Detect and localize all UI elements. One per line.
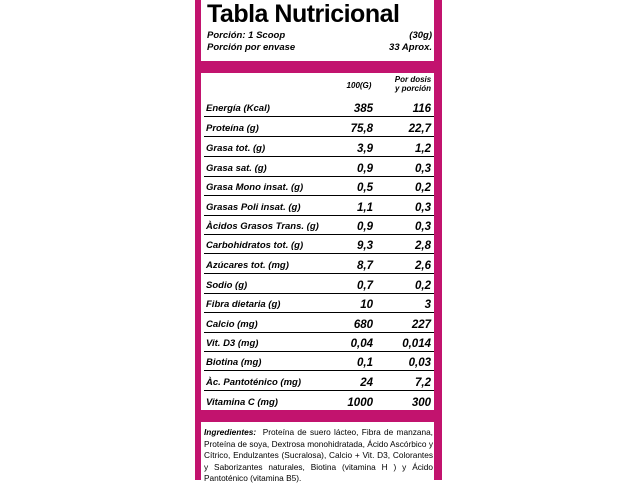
nutrient-label: Grasas Poli insat. (g)	[206, 201, 301, 213]
value-per-serving: 2,6	[415, 259, 431, 272]
value-per-serving: 0,3	[415, 220, 431, 233]
servings-per-container-label: Porción por envase	[207, 42, 296, 53]
nutrient-label: Grasa Mono insat. (g)	[206, 181, 304, 193]
column-header-100g: 100(G)	[346, 81, 372, 90]
nutrient-row	[204, 136, 434, 157]
nutrient-row	[204, 214, 434, 235]
nutrient-row	[204, 292, 434, 313]
serving-size-label: Porción: 1 Scoop	[207, 30, 286, 41]
nutrient-label: Biotina (mg)	[206, 356, 262, 368]
nutrient-label: Sodio (g)	[206, 279, 248, 291]
value-per-serving: 1,2	[415, 142, 431, 155]
nutrient-label: Carbohidratos tot. (g)	[206, 239, 304, 251]
nutrient-row	[204, 253, 434, 274]
value-per-serving: 227	[411, 318, 431, 331]
nutrient-row	[204, 116, 434, 137]
value-per-100g: 0,9	[357, 220, 373, 233]
label-title: Tabla Nutricional	[207, 0, 400, 28]
value-per-serving: 0,3	[415, 201, 431, 214]
serving-size-value: (30g)	[409, 30, 432, 41]
header-divider-bar	[201, 61, 434, 73]
value-per-100g: 1,1	[357, 201, 373, 214]
nutrient-label: Azúcares tot. (mg)	[206, 259, 289, 271]
ingredients-heading: Ingredientes:	[204, 427, 257, 437]
value-per-100g: 0,9	[357, 162, 373, 175]
nutrient-label: Proteína (g)	[206, 122, 259, 134]
nutrient-label: Vitamina C (mg)	[206, 396, 278, 408]
value-per-100g: 0,04	[350, 337, 373, 350]
nutrient-row	[204, 195, 434, 216]
value-per-100g: 0,1	[357, 356, 373, 369]
value-per-serving: 0,03	[408, 356, 431, 369]
value-per-100g: 9,3	[357, 239, 373, 252]
value-per-100g: 24	[360, 376, 373, 389]
nutrient-row	[204, 156, 434, 177]
value-per-100g: 0,5	[357, 181, 373, 194]
nutrient-label: Calcio (mg)	[206, 318, 258, 330]
ingredients-text	[204, 427, 433, 485]
value-per-serving: 0,2	[415, 181, 431, 194]
value-per-serving: 2,8	[415, 239, 431, 252]
column-header-per-serving-line1: Por dosis	[394, 75, 432, 84]
nutrient-row	[204, 312, 434, 333]
nutrient-label: Grasa sat. (g)	[206, 162, 267, 174]
value-per-serving: 300	[411, 396, 431, 409]
nutrient-label: Àcidos Grasos Trans. (g)	[206, 220, 319, 232]
nutrient-row	[204, 273, 434, 294]
value-per-serving: 22,7	[408, 122, 431, 135]
nutrient-row	[204, 370, 434, 391]
value-per-100g: 385	[353, 102, 373, 115]
nutrient-label: Energía (Kcal)	[206, 102, 270, 114]
value-per-100g: 8,7	[357, 259, 373, 272]
label-border-right	[434, 0, 442, 480]
value-per-100g: 680	[353, 318, 373, 331]
nutrient-row	[204, 175, 434, 196]
nutrient-label: Àc. Pantoténico (mg)	[206, 376, 302, 388]
servings-per-container-value: 33 Aprox.	[389, 42, 432, 53]
nutrient-label: Grasa tot. (g)	[206, 142, 266, 154]
nutrient-label: Vit. D3 (mg)	[206, 337, 259, 349]
nutrient-row	[204, 331, 434, 352]
footer-divider-bar	[201, 410, 434, 422]
value-per-serving: 7,2	[415, 376, 431, 389]
value-per-serving: 3	[424, 298, 431, 311]
servings-per-container-row	[207, 42, 432, 54]
value-per-serving: 116	[412, 102, 431, 115]
value-per-100g: 3,9	[357, 142, 373, 155]
column-header-per-serving	[390, 75, 436, 93]
value-per-serving: 0,2	[415, 279, 431, 292]
nutrient-row	[204, 96, 434, 117]
value-per-100g: 0,7	[357, 279, 373, 292]
serving-size-row	[207, 30, 432, 42]
value-per-100g: 75,8	[350, 122, 373, 135]
nutrient-label: Fibra dietaria (g)	[206, 298, 281, 310]
column-header-per-serving-line2: y porción	[394, 84, 431, 93]
nutrient-row	[204, 390, 434, 411]
value-per-serving: 0,014	[402, 337, 431, 350]
ingredients-body: Proteína de suero lácteo, Fibra de manzana, Proteína de soya, Dextrosa monohidratada, Ácido Ascórbico y Cítrico, Endulzantes (Sucralosa), Calcio + Vit. D3, Colorantes y Saborizantes naturales, Biotina (vitamina H ) y Ácido Pantoténico (vitamina B5).	[204, 427, 433, 484]
value-per-100g: 1000	[347, 396, 373, 409]
nutrient-row	[204, 233, 434, 254]
value-per-serving: 0,3	[415, 162, 431, 175]
nutrient-row	[204, 350, 434, 371]
value-per-100g: 10	[360, 298, 373, 311]
